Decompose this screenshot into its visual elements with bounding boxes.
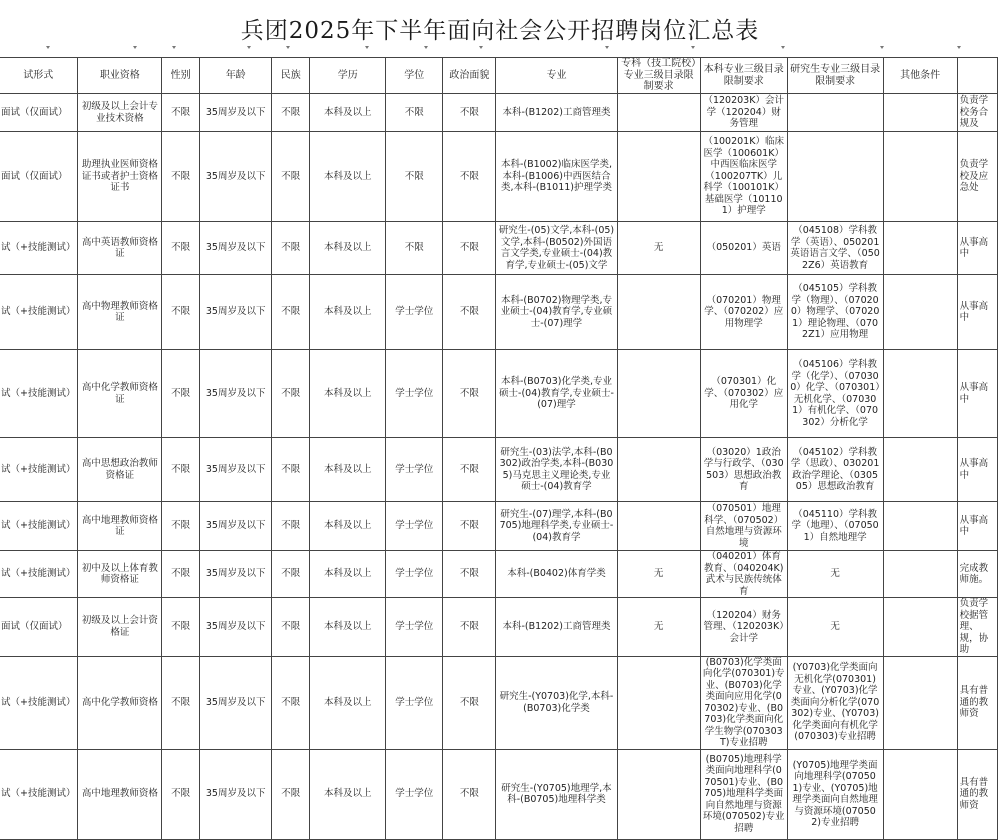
- age-cell: 35周岁及以下: [200, 551, 272, 598]
- qualification-cell: 高中化学教师资格: [78, 656, 162, 749]
- filter-dropdown-icon[interactable]: [479, 46, 483, 49]
- undergrad-major-cell: （120204）财务管理、（120203K）会计学: [700, 598, 787, 657]
- graduate-major-cell: （045102）学科教学（思政）、030201政治学理论、（030505）思想政治教育: [787, 438, 883, 502]
- table-row: [0, 656, 998, 749]
- gender-cell: 不限: [162, 350, 200, 438]
- job-duty-cell: 完成教师施。: [957, 551, 997, 598]
- exam-form-cell: 试（+技能测试）: [0, 275, 78, 350]
- education-cell: 本科及以上: [310, 502, 386, 551]
- table-row: [0, 350, 998, 438]
- filter-dropdown-icon[interactable]: [605, 46, 609, 49]
- job-duty-cell: 具有普通的教师资: [957, 656, 997, 749]
- political-status-cell: 不限: [443, 502, 496, 551]
- education-cell: 本科及以上: [310, 350, 386, 438]
- gender-cell: 不限: [162, 749, 200, 839]
- degree-cell: 学士学位: [386, 551, 443, 598]
- other-conditions-cell: [883, 438, 957, 502]
- major-cell: 本科-(B1202)工商管理类: [496, 598, 617, 657]
- age-cell: 35周岁及以下: [200, 656, 272, 749]
- graduate-major-cell: （045105）学科教学（物理）、（070200）物理学、（070201）理论物理、（0702Z1）应用物理: [787, 275, 883, 350]
- junior-college-major-cell: 无: [617, 222, 700, 275]
- major-cell: 研究生-(Y0703)化学,本科-(B0703)化学类: [496, 656, 617, 749]
- gender-cell: 不限: [162, 438, 200, 502]
- table-row: [0, 222, 998, 275]
- age-cell: 35周岁及以下: [200, 749, 272, 839]
- job-duty-cell: 负责学校及应急处: [957, 132, 997, 222]
- qualification-cell: 高中地理教师资格证: [78, 502, 162, 551]
- column-header[interactable]: [957, 58, 997, 94]
- junior-college-major-cell: 无: [617, 598, 700, 657]
- major-cell: 研究生-(Y0705)地理学,本科-(B0705)地理科学类: [496, 749, 617, 839]
- ethnicity-cell: 不限: [272, 502, 310, 551]
- exam-form-cell: 试（+技能测试）: [0, 749, 78, 839]
- other-conditions-cell: [883, 656, 957, 749]
- table-row: [0, 598, 998, 657]
- major-cell: 本科-(B0702)物理学类,专业硕士-(04)教育学,专业硕士-(07)理学: [496, 275, 617, 350]
- other-conditions-cell: [883, 275, 957, 350]
- qualification-cell: 助理执业医师资格证书或者护士资格证书: [78, 132, 162, 222]
- qualification-cell: 高中思想政治教师资格证: [78, 438, 162, 502]
- undergrad-major-cell: （040201）体育教育、（040204K)武术与民族传统体育: [700, 551, 787, 598]
- table-row: [0, 132, 998, 222]
- education-cell: 本科及以上: [310, 132, 386, 222]
- degree-cell: 不限: [386, 94, 443, 132]
- qualification-cell: 高中化学教师资格证: [78, 350, 162, 438]
- undergrad-major-cell: (B0705)地理科学类面向地理科学(070501)专业、(B0705)地理科学类面向自然地理与资源环境(070502)专业招聘: [700, 749, 787, 839]
- job-duty-cell: 从事高中: [957, 502, 997, 551]
- gender-cell: 不限: [162, 502, 200, 551]
- other-conditions-cell: [883, 222, 957, 275]
- filter-dropdown-icon[interactable]: [365, 46, 369, 49]
- ethnicity-cell: 不限: [272, 275, 310, 350]
- other-conditions-cell: [883, 132, 957, 222]
- age-cell: 35周岁及以下: [200, 502, 272, 551]
- column-header[interactable]: 本科专业三级目录限制要求: [700, 58, 787, 94]
- political-status-cell: 不限: [443, 94, 496, 132]
- other-conditions-cell: [883, 350, 957, 438]
- gender-cell: 不限: [162, 275, 200, 350]
- column-header[interactable]: 专业: [496, 58, 617, 94]
- undergrad-major-cell: （070201）物理学、（070202）应用物理学: [700, 275, 787, 350]
- education-cell: 本科及以上: [310, 275, 386, 350]
- gender-cell: 不限: [162, 94, 200, 132]
- filter-dropdown-icon[interactable]: [880, 46, 884, 49]
- gender-cell: 不限: [162, 656, 200, 749]
- political-status-cell: 不限: [443, 656, 496, 749]
- ethnicity-cell: 不限: [272, 551, 310, 598]
- major-cell: 本科-(B0703)化学类,专业硕士-(04)教育学,专业硕士-(07)理学: [496, 350, 617, 438]
- degree-cell: 学士学位: [386, 749, 443, 839]
- ethnicity-cell: 不限: [272, 598, 310, 657]
- column-header[interactable]: 专科（技工院校）专业三级目录限制要求: [617, 58, 700, 94]
- political-status-cell: 不限: [443, 132, 496, 222]
- table-row: [0, 275, 998, 350]
- undergrad-major-cell: （050201）英语: [700, 222, 787, 275]
- exam-form-cell: 试（+技能测试）: [0, 222, 78, 275]
- graduate-major-cell: (Y0703)化学类面向无机化学(070301)专业、(Y0703)化学类面向分析化学(070302)专业、(Y0703)化学类面向有机化学(070303)专业招聘: [787, 656, 883, 749]
- undergrad-major-cell: （120203K）会计学（120204）财务管理: [700, 94, 787, 132]
- political-status-cell: 不限: [443, 350, 496, 438]
- ethnicity-cell: 不限: [272, 438, 310, 502]
- political-status-cell: 不限: [443, 749, 496, 839]
- positions-table: [0, 57, 998, 840]
- column-header[interactable]: 试形式: [0, 58, 78, 94]
- age-cell: 35周岁及以下: [200, 132, 272, 222]
- ethnicity-cell: 不限: [272, 222, 310, 275]
- column-header[interactable]: 政治面貌: [443, 58, 496, 94]
- qualification-cell: 初级及以上会计专业技术资格: [78, 94, 162, 132]
- ethnicity-cell: 不限: [272, 350, 310, 438]
- table-row: [0, 551, 998, 598]
- undergrad-major-cell: (B0703)化学类面向化学(070301)专业、(B0703)化学类面向应用化学(070302)专业、(B0703)化学类面向化学生物学(070303T)专业招聘: [700, 656, 787, 749]
- other-conditions-cell: [883, 94, 957, 132]
- political-status-cell: 不限: [443, 551, 496, 598]
- age-cell: 35周岁及以下: [200, 598, 272, 657]
- job-duty-cell: 负责学校据管理、规，协助: [957, 598, 997, 657]
- undergrad-major-cell: （070501）地理科学、（070502）自然地理与资源环境: [700, 502, 787, 551]
- column-header[interactable]: 学位: [386, 58, 443, 94]
- column-header[interactable]: 年龄: [200, 58, 272, 94]
- filter-dropdown-icon[interactable]: [172, 46, 176, 49]
- age-cell: 35周岁及以下: [200, 94, 272, 132]
- column-header[interactable]: 性别: [162, 58, 200, 94]
- other-conditions-cell: [883, 551, 957, 598]
- undergrad-major-cell: （03020）1政治学与行政学、（030503）思想政治教育: [700, 438, 787, 502]
- exam-form-cell: 试（+技能测试）: [0, 551, 78, 598]
- column-header[interactable]: 研究生专业三级目录限制要求: [787, 58, 883, 94]
- exam-form-cell: 面试（仅面试）: [0, 132, 78, 222]
- major-cell: 研究生-(07)理学,本科-(B0705)地理科学类,专业硕士-(04)教育学: [496, 502, 617, 551]
- age-cell: 35周岁及以下: [200, 350, 272, 438]
- ethnicity-cell: 不限: [272, 94, 310, 132]
- junior-college-major-cell: [617, 749, 700, 839]
- major-cell: 本科-(B1002)临床医学类,本科-(B1006)中西医结合类,本科-(B1011)护理学类: [496, 132, 617, 222]
- job-duty-cell: 从事高中: [957, 438, 997, 502]
- education-cell: 本科及以上: [310, 94, 386, 132]
- political-status-cell: 不限: [443, 275, 496, 350]
- qualification-cell: 高中地理教师资格: [78, 749, 162, 839]
- graduate-major-cell: （045110）学科教学（地理）、（070501）自然地理学: [787, 502, 883, 551]
- filter-dropdown-icon[interactable]: [133, 46, 137, 49]
- education-cell: 本科及以上: [310, 656, 386, 749]
- major-cell: 本科-(B1202)工商管理类: [496, 94, 617, 132]
- major-cell: 研究生-(03)法学,本科-(B0302)政治学类,本科-(B0305)马克思主义理论类,专业硕士-(04)教育学: [496, 438, 617, 502]
- column-header[interactable]: 学历: [310, 58, 386, 94]
- job-duty-cell: 从事高中: [957, 275, 997, 350]
- degree-cell: 学士学位: [386, 656, 443, 749]
- graduate-major-cell: [787, 132, 883, 222]
- exam-form-cell: 试（+技能测试）: [0, 350, 78, 438]
- gender-cell: 不限: [162, 598, 200, 657]
- autofilter-row: [0, 46, 1000, 56]
- column-header[interactable]: 职业资格: [78, 58, 162, 94]
- job-duty-cell: 从事高中: [957, 350, 997, 438]
- degree-cell: 不限: [386, 222, 443, 275]
- graduate-major-cell: （045108）学科教学（英语）、050201英语语言文学、（0502Z6）英语教育: [787, 222, 883, 275]
- junior-college-major-cell: [617, 132, 700, 222]
- exam-form-cell: 试（+技能测试）: [0, 502, 78, 551]
- junior-college-major-cell: [617, 275, 700, 350]
- table-row: [0, 438, 998, 502]
- other-conditions-cell: [883, 749, 957, 839]
- graduate-major-cell: (Y0705)地理学类面向地理科学(070501)专业、(Y0705)地理学类面向自然地理与资源环境(070502)专业招聘: [787, 749, 883, 839]
- filter-dropdown-icon[interactable]: [46, 46, 50, 49]
- age-cell: 35周岁及以下: [200, 438, 272, 502]
- filter-dropdown-icon[interactable]: [957, 46, 961, 49]
- degree-cell: 学士学位: [386, 275, 443, 350]
- qualification-cell: 高中物理教师资格证: [78, 275, 162, 350]
- graduate-major-cell: [787, 94, 883, 132]
- political-status-cell: 不限: [443, 598, 496, 657]
- degree-cell: 学士学位: [386, 350, 443, 438]
- table-row: [0, 94, 998, 132]
- junior-college-major-cell: [617, 656, 700, 749]
- ethnicity-cell: 不限: [272, 749, 310, 839]
- other-conditions-cell: [883, 598, 957, 657]
- filter-dropdown-icon[interactable]: [424, 46, 428, 49]
- job-duty-cell: 负责学校务合规及: [957, 94, 997, 132]
- junior-college-major-cell: [617, 94, 700, 132]
- age-cell: 35周岁及以下: [200, 222, 272, 275]
- table-row: [0, 749, 998, 839]
- filter-dropdown-icon[interactable]: [286, 46, 290, 49]
- political-status-cell: 不限: [443, 222, 496, 275]
- other-conditions-cell: [883, 502, 957, 551]
- filter-dropdown-icon[interactable]: [247, 46, 251, 49]
- filter-dropdown-icon[interactable]: [691, 46, 695, 49]
- qualification-cell: 高中英语教师资格证: [78, 222, 162, 275]
- education-cell: 本科及以上: [310, 551, 386, 598]
- job-duty-cell: 具有普通的教师资: [957, 749, 997, 839]
- education-cell: 本科及以上: [310, 438, 386, 502]
- junior-college-major-cell: 无: [617, 551, 700, 598]
- exam-form-cell: 面试（仅面试）: [0, 598, 78, 657]
- gender-cell: 不限: [162, 222, 200, 275]
- column-header[interactable]: 民族: [272, 58, 310, 94]
- junior-college-major-cell: [617, 438, 700, 502]
- exam-form-cell: 试（+技能测试）: [0, 656, 78, 749]
- degree-cell: 学士学位: [386, 438, 443, 502]
- gender-cell: 不限: [162, 132, 200, 222]
- major-cell: 研究生-(05)文学,本科-(05)文学,本科-(B0502)外国语言文学类,专业硕士-(04)教育学,专业硕士-(05)文学: [496, 222, 617, 275]
- political-status-cell: 不限: [443, 438, 496, 502]
- education-cell: 本科及以上: [310, 598, 386, 657]
- undergrad-major-cell: （070301）化学、（070302）应用化学: [700, 350, 787, 438]
- junior-college-major-cell: [617, 502, 700, 551]
- qualification-cell: 初级及以上会计资格证: [78, 598, 162, 657]
- graduate-major-cell: 无: [787, 551, 883, 598]
- education-cell: 本科及以上: [310, 222, 386, 275]
- degree-cell: 不限: [386, 132, 443, 222]
- ethnicity-cell: 不限: [272, 132, 310, 222]
- qualification-cell: 初中及以上体育教师资格证: [78, 551, 162, 598]
- page-title: 兵团2025年下半年面向社会公开招聘岗位汇总表: [240, 18, 760, 44]
- gender-cell: 不限: [162, 551, 200, 598]
- column-header[interactable]: 其他条件: [883, 58, 957, 94]
- filter-dropdown-icon[interactable]: [781, 46, 785, 49]
- exam-form-cell: 试（+技能测试）: [0, 438, 78, 502]
- major-cell: 本科-(B0402)体育学类: [496, 551, 617, 598]
- degree-cell: 学士学位: [386, 598, 443, 657]
- table-header-row: [0, 58, 998, 94]
- job-duty-cell: 从事高中: [957, 222, 997, 275]
- ethnicity-cell: 不限: [272, 656, 310, 749]
- exam-form-cell: 面试（仅面试）: [0, 94, 78, 132]
- degree-cell: 学士学位: [386, 502, 443, 551]
- graduate-major-cell: 无: [787, 598, 883, 657]
- table-row: [0, 502, 998, 551]
- undergrad-major-cell: （100201K）临床医学（100601K）中西医临床医学（100207TK）儿科学（100101K）基础医学（101101）护理学: [700, 132, 787, 222]
- junior-college-major-cell: [617, 350, 700, 438]
- age-cell: 35周岁及以下: [200, 275, 272, 350]
- graduate-major-cell: （045106）学科教学（化学）、（070300）化学、（070301）无机化学、（070301）有机化学、（070302）分析化学: [787, 350, 883, 438]
- education-cell: 本科及以上: [310, 749, 386, 839]
